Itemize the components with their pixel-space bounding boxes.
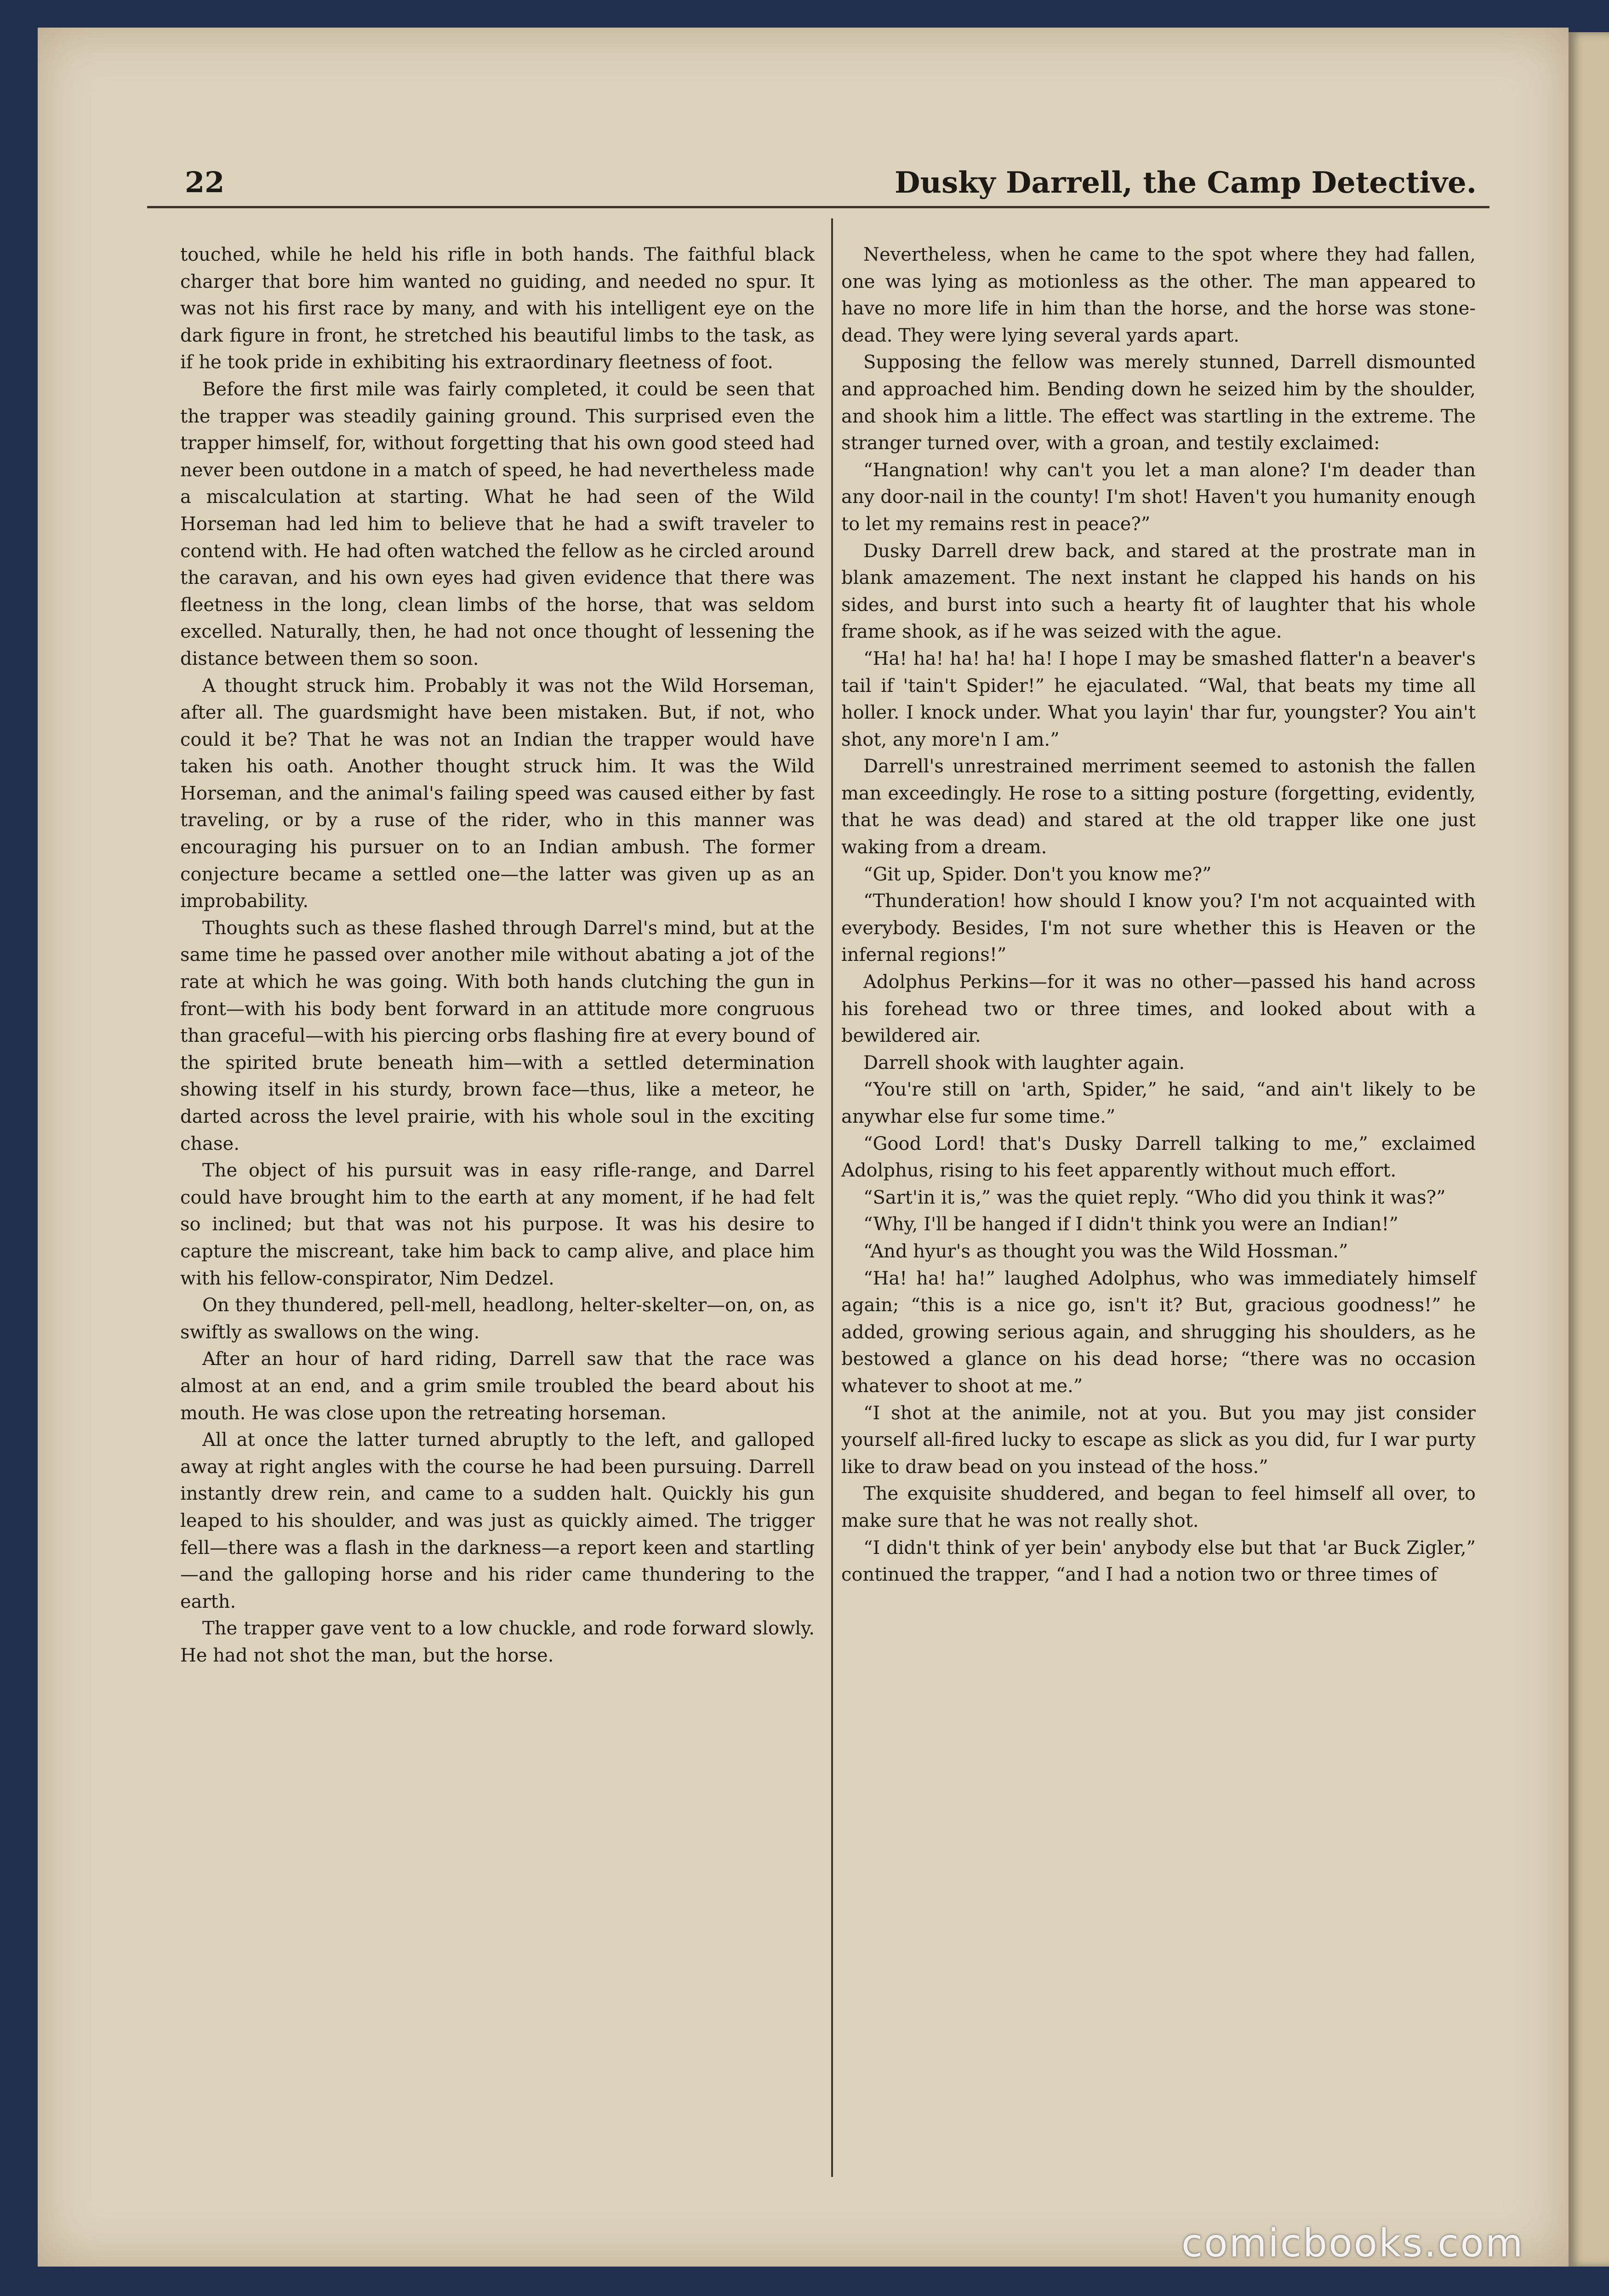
adjacent-page-edge bbox=[1569, 32, 1609, 2267]
paragraph: Before the first mile was fairly completed, it could be seen that the trapper was steadily gaining ground. This surprised even the trapper himself, for, without forgetting that his own good steed had never been outdone in a match of speed, he had nevertheless made a miscalculation at starting. What he had seen of the Wild Horseman had led him to believe that he had a swift traveler to contend with. He had often watched the fellow as he circled around the caravan, and his own eyes had given evidence that there was fleetness in the long, clean limbs of the horse, that was seldom excelled. Naturally, then, he had not once thought of lessening the distance between them so soon. bbox=[180, 378, 815, 669]
paragraph: “You're still on 'arth, Spider,” he said, “and ain't likely to be anywhar else fur some time.” bbox=[841, 1079, 1476, 1127]
paragraph: “And hyur's as thought you was the Wild Hossman.” bbox=[863, 1240, 1348, 1262]
paragraph: “Git up, Spider. Don't you know me?” bbox=[863, 863, 1212, 885]
column-divider bbox=[831, 218, 833, 2177]
paragraph: “Ha! ha! ha!” laughed Adolphus, who was immediately himself again; “this is a nice go, isn't it? But, gracious goodness!” he added, growing serious again, and shrugging his shoulders, as he bestowed a glance on his dead horse; “there was no occasion whatever to shoot at me.” bbox=[841, 1268, 1476, 1397]
paragraph: The trapper gave vent to a low chuckle, and rode forward slowly. He had not shot the man, but the horse. bbox=[180, 1618, 815, 1666]
paragraph: “Ha! ha! ha! ha! ha! I hope I may be smashed flatter'n a beaver's tail if 'tain't Spider!” he ejaculated. “Wal, that beats my time all holler. I knock under. What you layin' thar fur, youngster? You ain't shot, any more'n I am.” bbox=[841, 648, 1476, 750]
paragraph: “I shot at the animile, not at you. But you may jist consider yourself all-fired lucky to escape as slick as you did, fur I war purty like to draw bead on you instead of the hoss.” bbox=[841, 1402, 1476, 1478]
paragraph: The object of his pursuit was in easy rifle-range, and Darrel could have brought him to the earth at any moment, if he had felt so inclined; but that was not his purpose. It was his desire to capture the miscreant, take him back to camp alive, and place him with his fellow-conspirator, Nim Dedzel. bbox=[180, 1160, 815, 1289]
paragraph: Darrell's unrestrained merriment seemed to astonish the fallen man exceedingly. He rose to a sitting posture (forgetting, evidently, that he was dead) and stared at the old trapper like one just waking from a dream. bbox=[841, 756, 1476, 858]
paragraph: All at once the latter turned abruptly to the left, and galloped away at right angles with the course he had been pursuing. Darrell instantly drew rein, and came to a sudden halt. Quickly his gun leaped to his shoulder, and was just as quickly aimed. The trigger fell—there was a flash in the darkness—a report keen and startling—and the galloping horse and his rider came thundering to the earth. bbox=[180, 1429, 815, 1612]
running-title: Dusky Darrell, the Camp Detective. bbox=[895, 166, 1477, 200]
watermark: comicbooks.com bbox=[1181, 2221, 1524, 2266]
page-number: 22 bbox=[185, 166, 225, 199]
paragraph: Nevertheless, when he came to the spot where they had fallen, one was lying as motionless as the other. The man appeared to have no more life in him than the horse, and the horse was stone-dead. They were lying several yards apart. bbox=[841, 244, 1476, 346]
paragraph: A thought struck him. Probably it was not the Wild Horseman, after all. The guardsmight have been mistaken. But, if not, who could it be? That he was not an Indian the trapper would have taken his oath. Another thought struck him. It was the Wild Horseman, and the animal's failing speed was caused either by fast traveling, or by a ruse of the rider, who in this manner was encouraging his pursuer on to an Indian ambush. The former conjecture became a settled one—the latter was given up as an improbability. bbox=[180, 675, 815, 912]
paragraph: “Good Lord! that's Dusky Darrell talking to me,” exclaimed Adolphus, rising to his feet apparently without much effort. bbox=[841, 1133, 1476, 1182]
paragraph: Supposing the fellow was merely stunned, Darrell dismounted and approached him. Bending down he seized him by the shoulder, and shook him a little. The effect was startling in the extreme. The stranger turned over, with a groan, and testily exclaimed: bbox=[841, 352, 1476, 454]
paragraph: “Hangnation! why can't you let a man alone? I'm deader than any door-nail in the county! I'm shot! Haven't you humanity enough to let my remains rest in peace?” bbox=[841, 459, 1476, 535]
paragraph: touched, while he held his rifle in both hands. The faithful black charger that bore him wanted no guiding, and needed no spur. It was not his first race by many, and with his intelligent eye on the dark figure in front, he stretched his beautiful limbs to the task, as if he took pride in exhibiting his extraordinary fleetness of foot. bbox=[180, 244, 815, 373]
paragraph: Thoughts such as these flashed through Darrel's mind, but at the same time he passed over another mile without abating a jot of the rate at which he was going. With both hands clutching the gun in front—with his body bent forward in an attitude more congruous than graceful—with his piercing orbs flashing fire at every bound of the spirited brute beneath him—with a settled determination showing itself in his sturdy, brown face—thus, like a meteor, he darted across the level prairie, with his whole soul in the exciting chase. bbox=[180, 917, 815, 1154]
page-header bbox=[185, 166, 1532, 216]
paragraph: After an hour of hard riding, Darrell saw that the race was almost at an end, and a grim smile troubled the beard about his mouth. He was close upon the retreating horseman. bbox=[180, 1348, 815, 1424]
paragraph: “I didn't think of yer bein' anybody else but that 'ar Buck Zigler,” continued the trapper, “and I had a notion two or three times of bbox=[841, 1537, 1476, 1586]
paragraph: Adolphus Perkins—for it was no other—passed his hand across his forehead two or three times, and looked about with a bewildered air. bbox=[841, 971, 1476, 1047]
paragraph: The exquisite shuddered, and began to feel himself all over, to make sure that he was not really shot. bbox=[841, 1483, 1476, 1531]
right-text-column bbox=[841, 241, 1476, 1588]
header-rule bbox=[147, 206, 1489, 208]
left-text-column bbox=[180, 241, 815, 1669]
paragraph: Dusky Darrell drew back, and stared at the prostrate man in blank amazement. The next instant he clapped his hands on his sides, and burst into such a hearty fit of laughter that his whole frame shook, as if he was seized with the ague. bbox=[841, 540, 1476, 643]
paragraph: “Thunderation! how should I know you? I'm not acquainted with everybody. Besides, I'm not sure whether this is Heaven or the infernal regions!” bbox=[841, 891, 1476, 966]
paragraph: “Why, I'll be hanged if I didn't think you were an Indian!” bbox=[863, 1214, 1398, 1235]
paragraph: “Sart'in it is,” was the quiet reply. “Who did you think it was?” bbox=[863, 1187, 1446, 1208]
paragraph: On they thundered, pell-mell, headlong, helter-skelter—on, on, as swiftly as swallows on the wing. bbox=[180, 1295, 815, 1343]
paragraph: Darrell shook with laughter again. bbox=[863, 1052, 1185, 1074]
